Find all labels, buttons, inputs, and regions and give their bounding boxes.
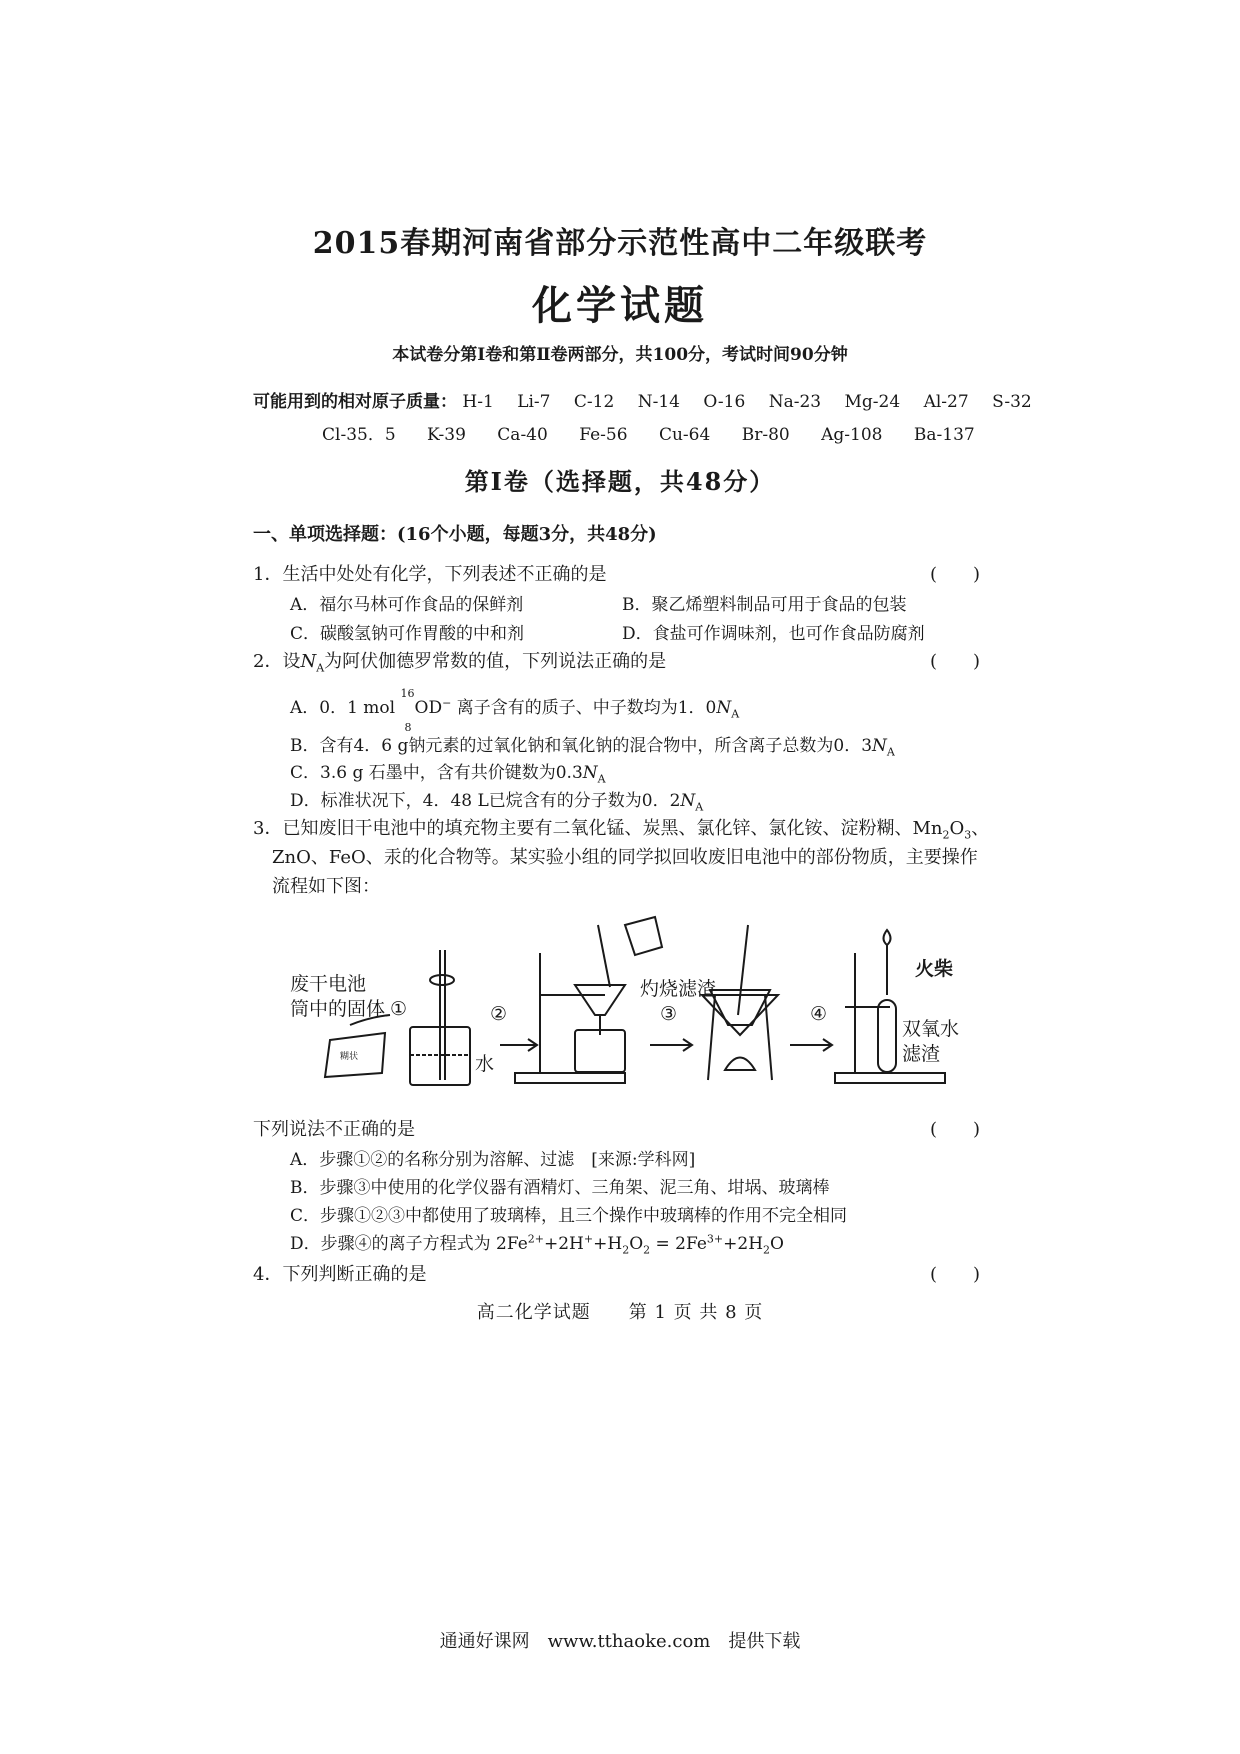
- atomic-masses-label: 可能用到的相对原子质量：: [253, 392, 457, 412]
- mass-item: C-12: [573, 392, 615, 412]
- q3-option-b: B．步骤③中使用的化学仪器有酒精灯、三角架、泥三角、坩埚、玻璃棒: [290, 1178, 830, 1198]
- q1-option-b: B．聚乙烯塑料制品可用于食品的包装: [622, 595, 907, 615]
- q1-answer-bracket: ( ): [930, 564, 981, 585]
- label-solid-2: 筒中的固体: [290, 998, 386, 1020]
- q2-stem: 2．设$N_A$为阿伏伽德罗常数的值，下列说法正确的是: [253, 651, 667, 675]
- mass-item: N-14: [637, 392, 680, 412]
- label-step4: ④: [810, 1003, 828, 1025]
- atomic-masses-row1: [253, 387, 1050, 412]
- q1-stem: 1．生活中处处有化学，下列表述不正确的是: [253, 564, 607, 585]
- arrow-icon: [500, 1039, 537, 1051]
- mass-item: Mg-24: [844, 392, 901, 412]
- q3-answer-bracket: ( ): [930, 1119, 981, 1140]
- q3-stem-line1: 3．已知废旧干电池中的填充物主要有二氧化锰、炭黑、氯化锌、氯化铵、淀粉糊、$Mn_2O_3$、: [253, 818, 990, 842]
- q3-option-c: C．步骤①②③中都使用了玻璃棒，且三个操作中玻璃棒的作用不完全相同: [290, 1206, 848, 1226]
- isotope-number: 8: [404, 721, 412, 734]
- page-footer: 高二化学试题 第 1 页 共 8 页: [476, 1302, 764, 1323]
- q1-option-c: C．碳酸氢钠可作胃酸的中和剂: [290, 624, 525, 644]
- q3-stem-line3: 流程如下图：: [272, 876, 380, 897]
- q4-stem: 4．下列判断正确的是: [253, 1264, 427, 1285]
- q3-sub-stem: 下列说法不正确的是: [253, 1119, 415, 1140]
- exam-title: 2015春期河南省部分示范性高中二年级联考: [312, 226, 928, 261]
- q2-option-d: D．标准状况下，4．48 L已烷含有的分子数为0．$2N_A$: [290, 791, 704, 814]
- mass-item: Li-7: [517, 392, 551, 412]
- mass-item: Al-27: [923, 392, 969, 412]
- part-heading: 一、单项选择题：(16个小题，每题3分，共48分): [253, 524, 657, 545]
- beaker-pour-icon: [625, 917, 662, 955]
- subject-title: 化学试题: [532, 282, 708, 329]
- q2-option-a: A．0．1 mol 16 8 OD− 离子含有的质子、中子数均为1．$0N_A$: [290, 687, 740, 734]
- alcohol-lamp-icon: [725, 1058, 755, 1071]
- atomic-masses-row2: [322, 420, 993, 445]
- label-paper: 糊状: [340, 1052, 359, 1062]
- mass-item: Ca-40: [497, 425, 548, 445]
- q2-answer-bracket: ( ): [930, 651, 981, 672]
- q2-option-c: C．3.6 g 石墨中，含有共价键数为$0.3N_A$: [290, 763, 606, 786]
- q3-option-d: D．步骤④的离子方程式为 $2Fe^{2+}+2H^++H_2O_2 = 2Fe^{3+}+2H_2O$: [290, 1232, 784, 1257]
- q2-option-b: B．含有4．6 g钠元素的过氧化钠和氧化钠的混合物中，所含离子总数为0．$3N_A$: [290, 736, 895, 759]
- funnel-icon: [575, 985, 625, 1015]
- stand-base-icon: [835, 1073, 945, 1083]
- mass-item: Na-23: [768, 392, 822, 412]
- mass-item: O-16: [703, 392, 746, 412]
- test-tube-icon: [878, 1000, 896, 1072]
- label-step2: ②: [490, 1003, 508, 1025]
- source-watermark: 通通好课网 www.tthaoke.com 提供下载: [439, 1631, 801, 1652]
- q3-stem-line2: ZnO、FeO、汞的化合物等。某实验小组的同学拟回收废旧电池中的部份物质，主要操作: [272, 847, 978, 868]
- label-residue: 滤渣: [902, 1043, 941, 1065]
- arrow-icon: [790, 1039, 832, 1051]
- label-solid-1: 废干电池: [290, 973, 367, 995]
- mass-item: Ag-108: [821, 425, 883, 445]
- q4-answer-bracket: ( ): [930, 1264, 981, 1285]
- mass-item: H-1: [462, 392, 494, 412]
- mass-item: S-32: [992, 392, 1032, 412]
- mass-item: Cu-64: [658, 425, 711, 445]
- label-water: 水: [475, 1053, 495, 1075]
- section-title: 第Ⅰ卷（选择题，共48分）: [464, 467, 776, 496]
- label-step1: ①: [390, 998, 408, 1020]
- mass-item: Br-80: [741, 425, 790, 445]
- beaker-icon: [575, 1030, 625, 1072]
- q1-option-a: A．福尔马林可作食品的保鲜剂: [290, 595, 524, 615]
- q3-option-a: A．步骤①②的名称分别为溶解、过滤 [来源:学科网]: [290, 1150, 696, 1170]
- label-burn: 灼烧滤渣: [640, 978, 717, 1000]
- q1-option-d: D．食盐可作调味剂，也可作食品防腐剂: [622, 624, 925, 644]
- tripod-icon: [708, 995, 715, 1080]
- mass-item: Fe-56: [579, 425, 628, 445]
- mass-item: K-39: [427, 425, 466, 445]
- q3-apparatus-diagram: [290, 895, 990, 1100]
- arrow-icon: [650, 1039, 692, 1051]
- label-match: 火柴: [915, 958, 954, 980]
- exam-note: 本试卷分第Ⅰ卷和第Ⅱ卷两部分，共100分，考试时间90分钟: [392, 345, 848, 365]
- label-h2o2: 双氧水: [902, 1018, 960, 1040]
- isotope-mass: 16: [400, 687, 415, 700]
- mass-item: Cl-35．5: [322, 425, 396, 445]
- label-step3: ③: [660, 1003, 678, 1025]
- mass-item: Ba-137: [913, 425, 975, 445]
- stand-base-icon: [515, 1073, 625, 1083]
